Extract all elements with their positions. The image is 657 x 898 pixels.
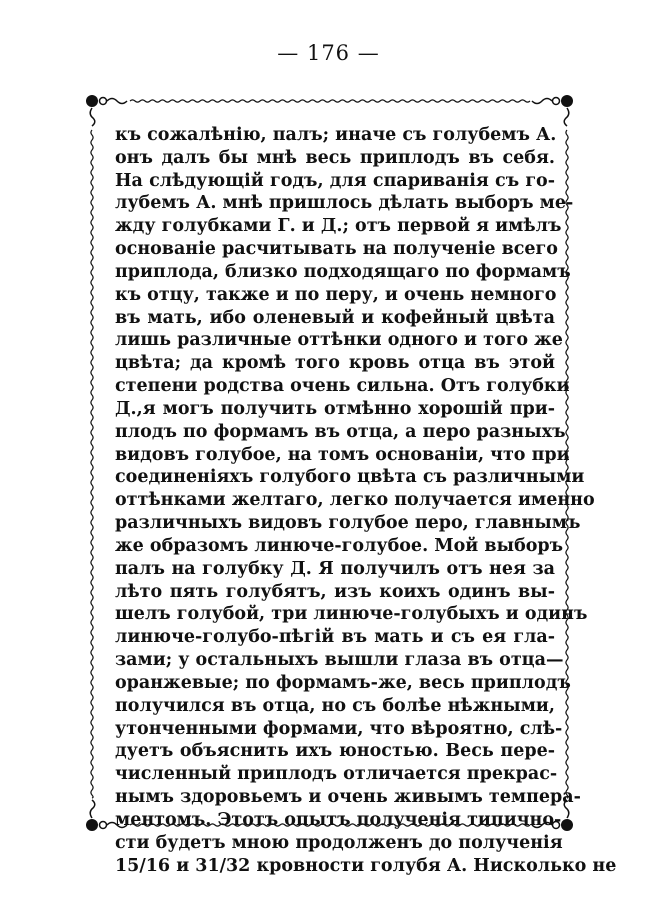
text-line: соединеніяхъ голубого цвѣта съ различными bbox=[115, 467, 585, 488]
corner-ornament-top-right bbox=[532, 95, 573, 126]
left-wavy-rule bbox=[91, 130, 93, 798]
text-line: получился въ отца, но съ болѣе нѣжными, bbox=[115, 695, 555, 716]
text-line: Д.,я могъ получить отмѣнно хорошій при- bbox=[115, 398, 555, 419]
text-line: къ отцу, также и по перу, и очень немного bbox=[115, 284, 557, 305]
text-line: жду голубками Г. и Д.; отъ первой я имѣлъ bbox=[115, 216, 562, 237]
text-line: нымъ здоровьемъ и очень живымъ темпера- bbox=[115, 787, 581, 808]
text-line: линюче-голубо-пѣгій въ мать и съ ея гла- bbox=[115, 627, 555, 648]
text-line: приплода, близко подходящаго по формамъ bbox=[115, 261, 571, 282]
text-line: дуетъ объяснить ихъ юностью. Весь пере- bbox=[115, 741, 555, 762]
text-line: плодъ по формамъ въ отца, а перо разныхъ bbox=[115, 421, 566, 442]
text-line: же образомъ линюче-голубое. Мой выборъ bbox=[115, 535, 564, 556]
text-line: степени родства очень сильна. Отъ голубки bbox=[115, 376, 570, 397]
text-line: сти будетъ мною продолженъ до полученія bbox=[115, 832, 563, 853]
text-line: оттѣнками желтаго, легко получается именно bbox=[115, 490, 595, 511]
text-line: цвѣта; да кромѣ того кровь отца въ этой bbox=[115, 353, 555, 374]
text-line: лишь различные оттѣнки одного и того же bbox=[115, 330, 563, 351]
text-line: лѣто пять голубятъ, изъ коихъ одинъ вы- bbox=[115, 581, 555, 602]
text-line: къ сожалѣнію, палъ; иначе съ голубемъ А. bbox=[115, 125, 557, 145]
text-line: утонченными формами, что вѣроятно, слѣ- bbox=[115, 718, 563, 739]
text-line: 15/16 и 31/32 кровности голубя А. Нисколько не bbox=[115, 855, 617, 876]
text-line: основаніе расчитывать на полученіе всего bbox=[115, 239, 558, 260]
text-line: численный приплодъ отличается прекрас- bbox=[115, 764, 558, 785]
text-line: лубемъ А. мнѣ пришлось дѣлать выборъ ме- bbox=[115, 193, 574, 214]
text-line: палъ на голубку Д. Я получилъ отъ нея за bbox=[115, 558, 555, 579]
top-wavy-rule bbox=[130, 100, 530, 102]
text-line: зами; у остальныхъ вышли глаза въ отца— bbox=[115, 650, 564, 671]
corner-ornament-top-left bbox=[86, 95, 127, 126]
text-line: видовъ голубое, на томъ основаніи, что при bbox=[115, 444, 570, 465]
text-line: онъ далъ бы мнѣ весь приплодъ въ себя. bbox=[115, 147, 555, 168]
text-line: въ мать, ибо оленевый и кофейный цвѣта bbox=[115, 307, 555, 328]
text-line: ментомъ. Этотъ опытъ полученія типично- bbox=[115, 809, 562, 830]
page-number: — 176 — bbox=[277, 41, 380, 65]
text-line: оранжевые; по формамъ-же, весь приплодъ bbox=[115, 672, 571, 693]
text-line: шелъ голубой, три линюче-голубыхъ и одинъ bbox=[115, 604, 588, 625]
text-body bbox=[115, 124, 617, 877]
text-line: различныхъ видовъ голубое перо, главнымъ bbox=[115, 513, 581, 534]
text-line: На слѣдующій годъ, для спариванія съ го- bbox=[115, 170, 555, 191]
